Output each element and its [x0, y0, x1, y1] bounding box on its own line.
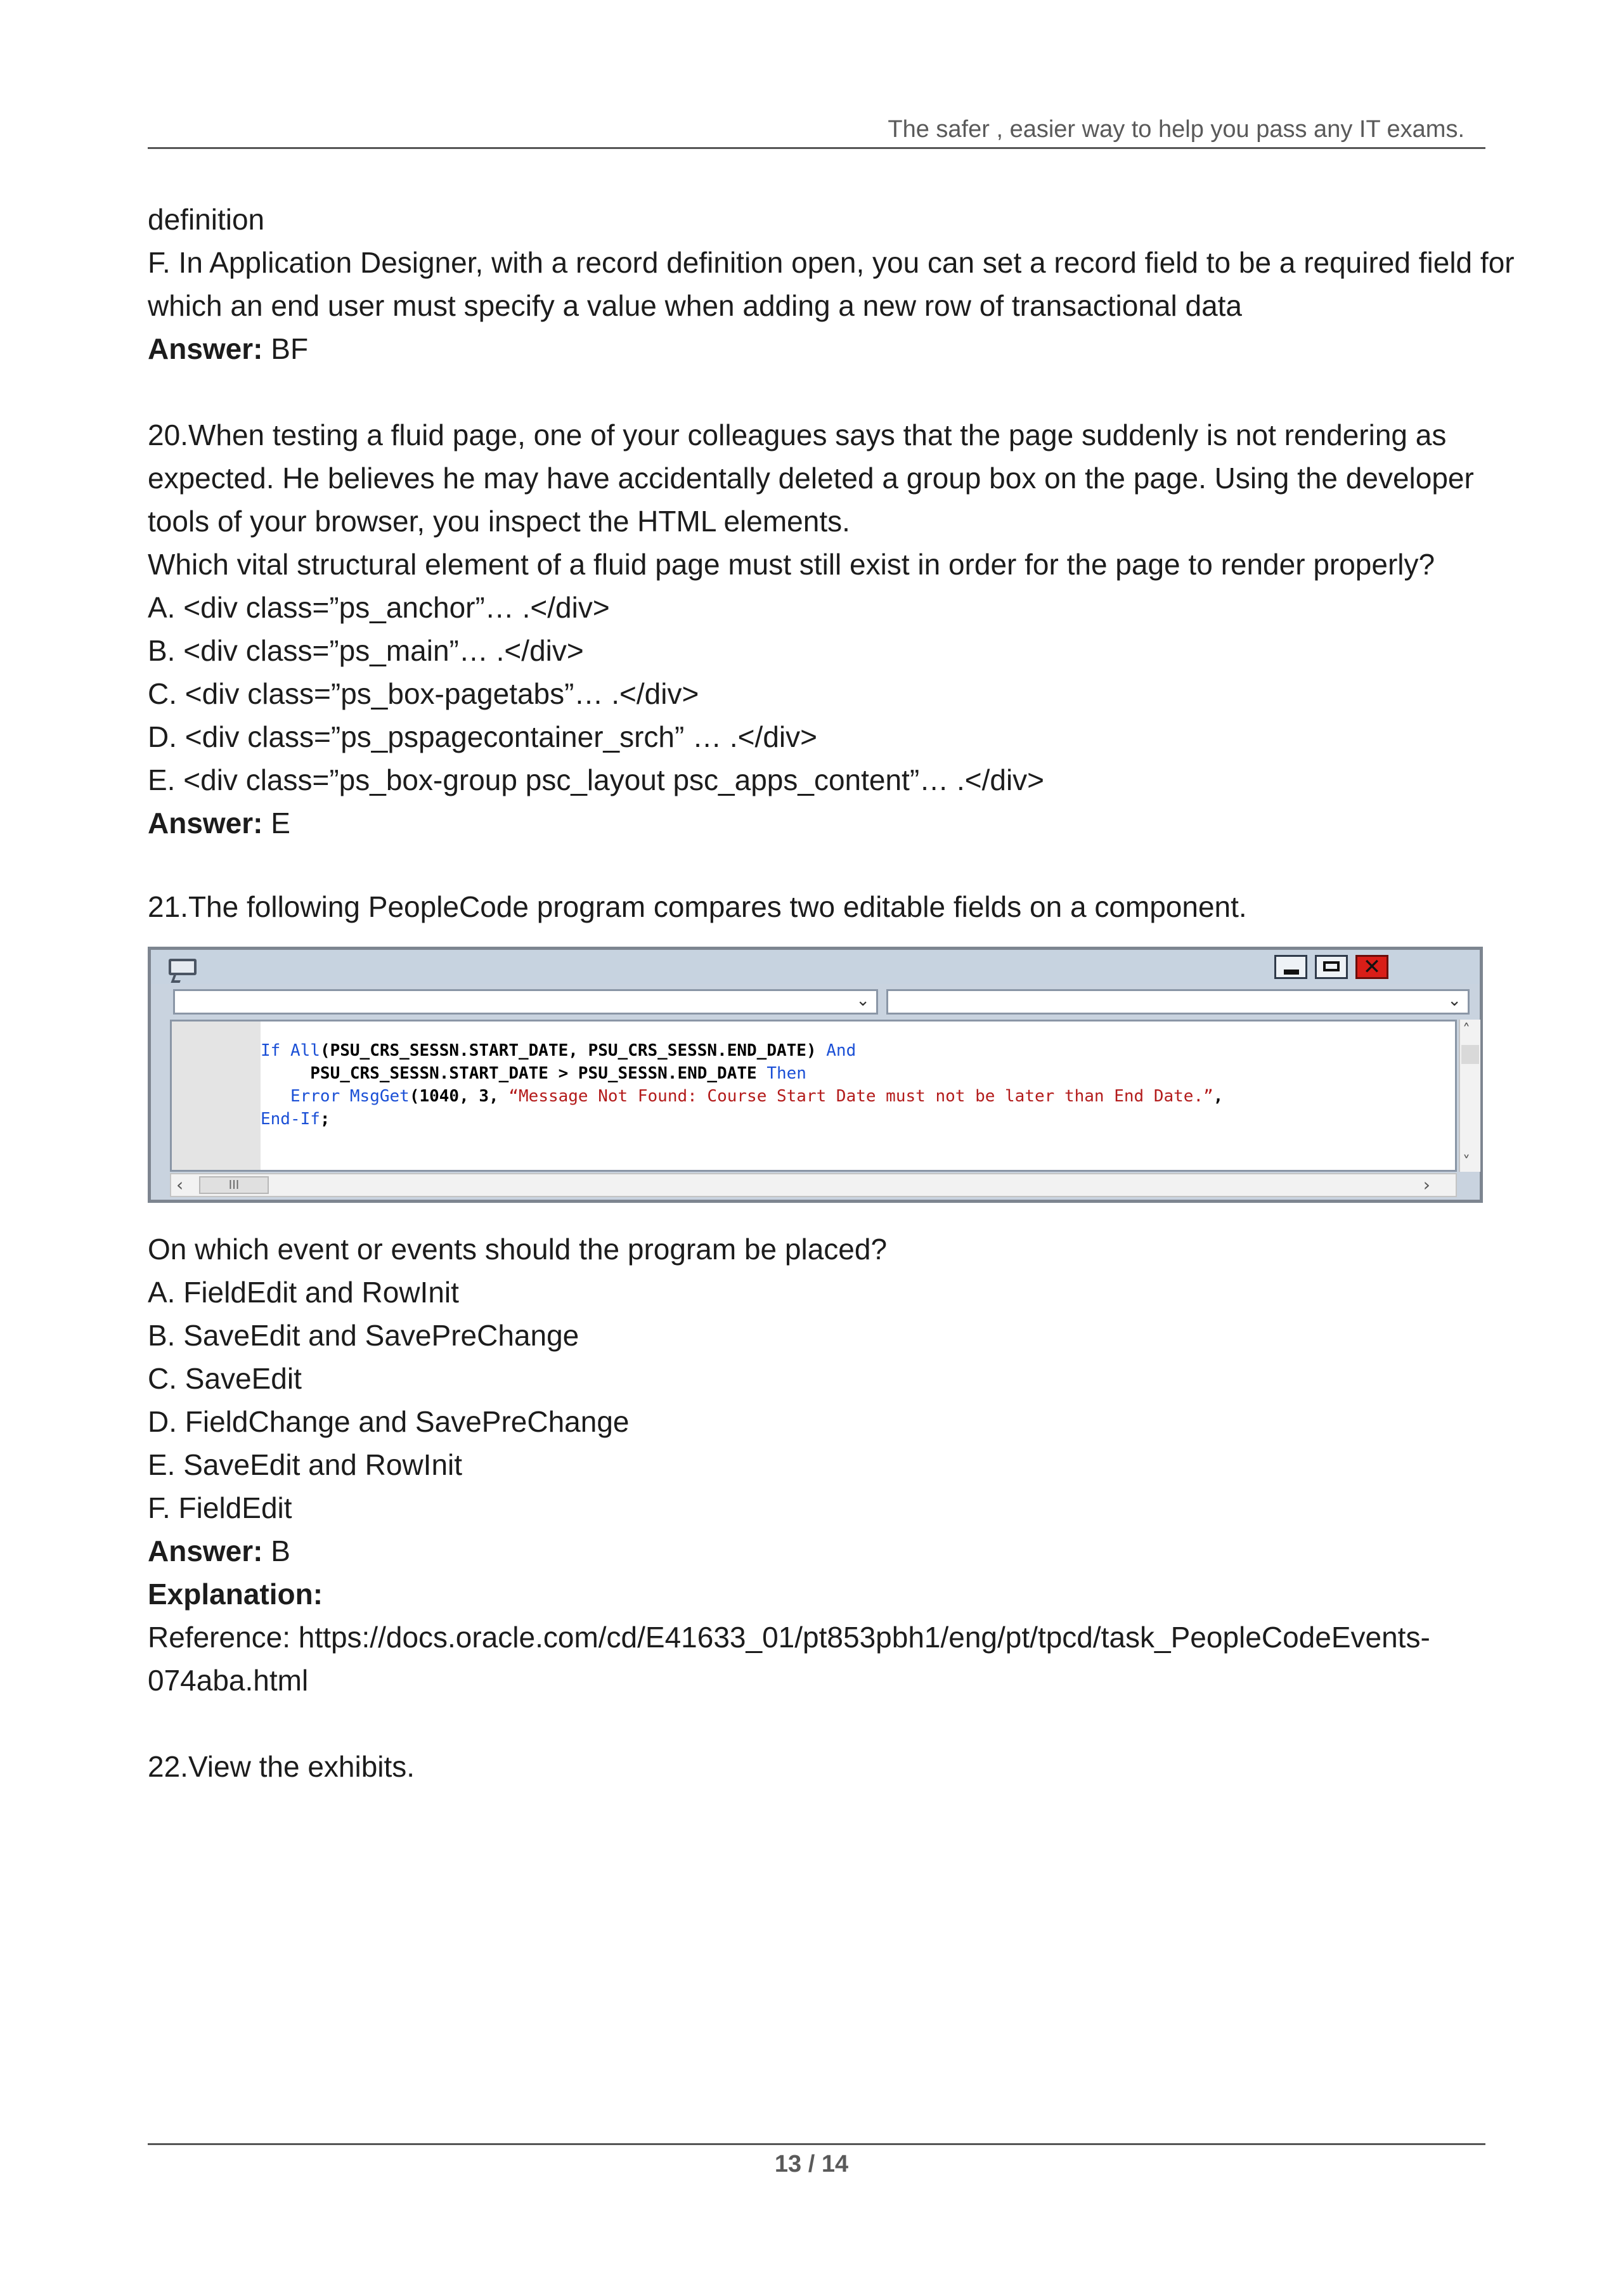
code-keyword: And	[826, 1041, 857, 1060]
option-f-line1: F. In Application Designer, with a record definition open, you can set a record field to be a required field for	[148, 246, 1515, 279]
horizontal-scrollbar[interactable]	[170, 1173, 1457, 1197]
vertical-scrollbar[interactable]	[1459, 1020, 1480, 1172]
code-keyword: Then	[766, 1064, 806, 1083]
code-keyword: End-If	[261, 1110, 320, 1129]
answer-label: Answer:	[148, 332, 263, 365]
q21-answer	[148, 1533, 290, 1569]
option-f-line2: which an end user must specify a value when adding a new row of transactional data	[148, 289, 1243, 322]
reference-line2: 074aba.html	[148, 1664, 309, 1697]
code-text: PSU_CRS_SESSN.START_DATE > PSU_SESSN.END_DATE	[261, 1064, 767, 1083]
code-keyword: If	[261, 1041, 290, 1060]
code-text: ,	[1213, 1087, 1224, 1106]
scroll-left-icon[interactable]: ‹	[176, 1174, 184, 1195]
q20-option-b: B. <div class=”ps_main”… .</div>	[148, 634, 584, 667]
q20-stem-line1: 20.When testing a fluid page, one of your colleagues says that the page suddenly is not rendering as	[148, 418, 1447, 451]
chevron-down-icon: ⌄	[856, 991, 870, 1010]
q20-option-d: D. <div class=”ps_pspagecontainer_srch” … .</div>	[148, 720, 817, 753]
q21-option-c: C. SaveEdit	[148, 1362, 302, 1395]
answer-value: E	[262, 807, 290, 840]
q21-option-a: A. FieldEdit and RowInit	[148, 1276, 459, 1309]
comment-icon	[169, 959, 197, 975]
q21-stem: 21.The following PeopleCode program compares two editable fields on a component.	[148, 890, 1247, 923]
close-icon: ✕	[1362, 954, 1381, 980]
object-dropdown[interactable]	[173, 989, 878, 1015]
footer-divider	[148, 2143, 1485, 2145]
maximize-button[interactable]	[1315, 955, 1348, 979]
code-keyword: Error MsgGet	[290, 1087, 410, 1106]
q20-stem-line2: expected. He believes he may have accidentally deleted a group box on the page. Using the developer	[148, 462, 1474, 495]
header-tagline: The safer , easier way to help you pass any IT exams.	[888, 116, 1465, 143]
q22-stem: 22.View the exhibits.	[148, 1750, 415, 1783]
q20-option-c: C. <div class=”ps_box-pagetabs”… .</div>	[148, 677, 699, 710]
q21-option-b: B. SaveEdit and SavePreChange	[148, 1319, 579, 1352]
code-text: (1040, 3,	[409, 1087, 509, 1106]
peoplecode-listing	[261, 1039, 1223, 1131]
q21-option-d: D. FieldChange and SavePreChange	[148, 1405, 630, 1438]
code-indent	[261, 1087, 290, 1106]
scroll-thumb-grip-icon[interactable]: III	[199, 1176, 269, 1194]
answer-value: BF	[262, 332, 309, 365]
maximize-icon	[1323, 961, 1340, 971]
q20-stem-line3: tools of your browser, you inspect the HTML elements.	[148, 505, 850, 538]
answer-label: Answer:	[148, 807, 263, 840]
continued-text: definition	[148, 203, 265, 236]
q20-option-a: A. <div class=”ps_anchor”… .</div>	[148, 591, 610, 624]
window-titlebar	[151, 950, 1480, 984]
code-keyword: All	[290, 1041, 320, 1060]
code-string: “Message Not Found: Course Start Date must not be later than End Date.”	[508, 1087, 1213, 1106]
explanation-label: Explanation:	[148, 1578, 323, 1611]
close-button[interactable]	[1355, 955, 1388, 979]
minimize-button[interactable]	[1274, 955, 1307, 979]
prev-answer	[148, 331, 308, 366]
scroll-thumb[interactable]	[1461, 1045, 1479, 1064]
code-editor[interactable]	[170, 1020, 1457, 1172]
answer-value: B	[262, 1534, 290, 1567]
code-text: (PSU_CRS_SESSN.START_DATE, PSU_CRS_SESSN.END_DATE)	[320, 1041, 827, 1060]
event-dropdown[interactable]	[886, 989, 1470, 1015]
q21-question: On which event or events should the program be placed?	[148, 1233, 888, 1266]
q20-answer	[148, 805, 290, 841]
editor-gutter	[172, 1022, 261, 1170]
code-text: ;	[320, 1110, 330, 1129]
minimize-icon	[1284, 970, 1299, 975]
q21-option-e: E. SaveEdit and RowInit	[148, 1448, 463, 1481]
comment-icon-tail	[171, 974, 183, 983]
scroll-down-icon[interactable]: ˅	[1463, 1153, 1470, 1171]
reference-line1: Reference: https://docs.oracle.com/cd/E41633_01/pt853pbh1/eng/pt/tpcd/task_PeopleCodeEvents-	[148, 1621, 1430, 1654]
scroll-right-icon[interactable]: ›	[1423, 1174, 1430, 1195]
scroll-up-icon[interactable]: ˄	[1463, 1021, 1470, 1039]
header-divider	[148, 147, 1485, 149]
q20-question: Which vital structural element of a fluid page must still exist in order for the page to render properly?	[148, 548, 1435, 581]
peoplecode-editor-window	[148, 947, 1483, 1203]
answer-label: Answer:	[148, 1534, 263, 1567]
q20-option-e: E. <div class=”ps_box-group psc_layout psc_apps_content”… .</div>	[148, 763, 1045, 796]
q21-option-f: F. FieldEdit	[148, 1491, 292, 1524]
page-number: 13 / 14	[774, 2151, 849, 2177]
chevron-down-icon: ⌄	[1447, 991, 1461, 1010]
